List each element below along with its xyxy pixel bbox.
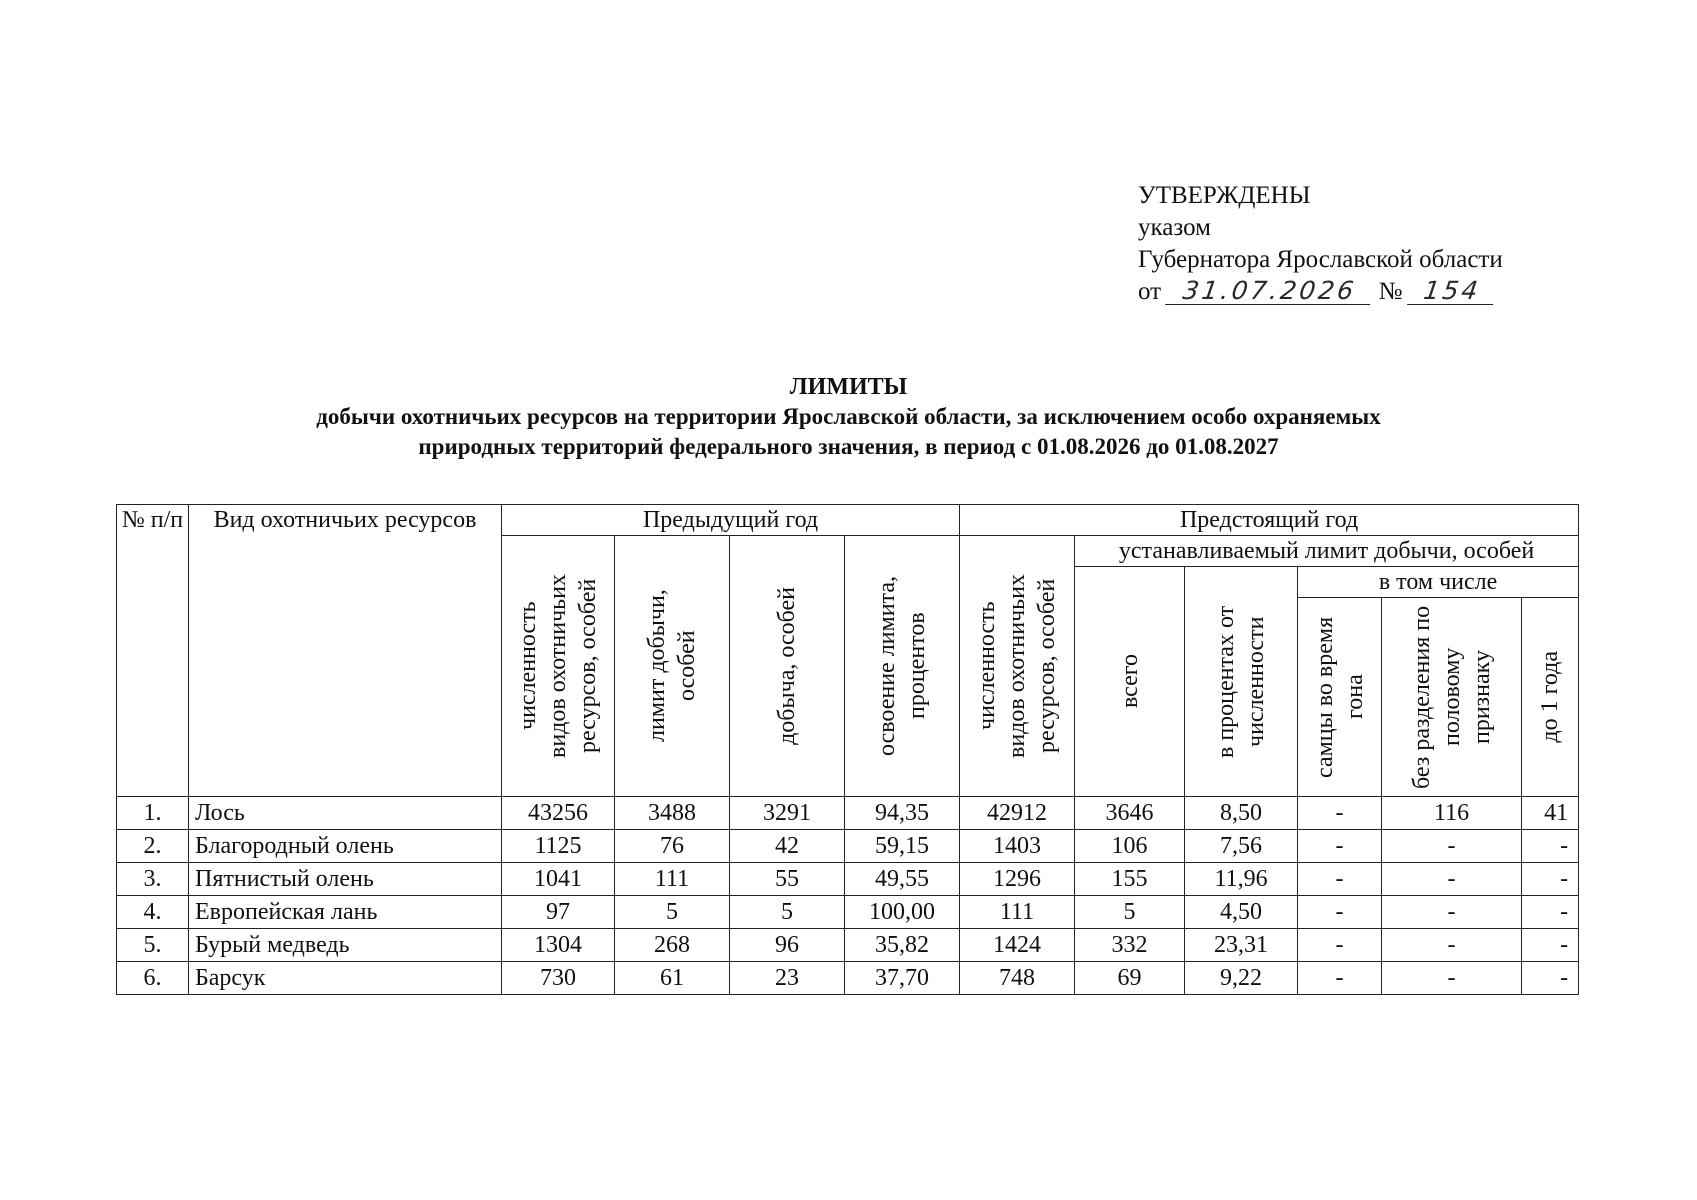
- cell-under-1-year: -: [1522, 962, 1579, 995]
- row-num: 4.: [117, 896, 189, 929]
- cell-next-population: 42912: [960, 797, 1075, 830]
- table-row: [117, 863, 1579, 896]
- header-including: в том числе: [1298, 567, 1579, 598]
- cell-males-rut: -: [1298, 962, 1382, 995]
- cell-prev-limit: 111: [615, 863, 730, 896]
- approval-block: [1138, 180, 1503, 308]
- row-num: 5.: [117, 929, 189, 962]
- cell-no-sex-division: -: [1382, 962, 1522, 995]
- cell-prev-limit: 5: [615, 896, 730, 929]
- cell-percent: 9,22: [1185, 962, 1298, 995]
- approval-decree-label: указом: [1138, 214, 1211, 241]
- cell-prev-population: 1304: [502, 929, 615, 962]
- row-species: Барсук: [189, 962, 502, 995]
- header-set-limit: устанавливаемый лимит добычи, особей: [1075, 536, 1579, 567]
- cell-prev-harvest: 96: [730, 929, 845, 962]
- header-prev-limit: лимит добычи, особей: [615, 536, 730, 797]
- header-prev-year: Предыдущий год: [502, 505, 960, 536]
- cell-males-rut: -: [1298, 929, 1382, 962]
- header-prev-harvest: добыча, особей: [730, 536, 845, 797]
- cell-next-population: 1424: [960, 929, 1075, 962]
- cell-prev-utilization: 37,70: [845, 962, 960, 995]
- table-row: [117, 962, 1579, 995]
- cell-under-1-year: -: [1522, 830, 1579, 863]
- cell-percent: 11,96: [1185, 863, 1298, 896]
- header-next-year: Предстоящий год: [960, 505, 1579, 536]
- cell-prev-limit: 3488: [615, 797, 730, 830]
- cell-males-rut: -: [1298, 896, 1382, 929]
- row-species: Пятнистый олень: [189, 863, 502, 896]
- header-no-sex-division: без разделения по половому признаку: [1382, 598, 1522, 797]
- cell-total: 155: [1075, 863, 1185, 896]
- header-males-rut: самцы во время гона: [1298, 598, 1382, 797]
- cell-prev-population: 43256: [502, 797, 615, 830]
- cell-prev-utilization: 59,15: [845, 830, 960, 863]
- cell-prev-population: 730: [502, 962, 615, 995]
- cell-prev-population: 97: [502, 896, 615, 929]
- cell-prev-harvest: 3291: [730, 797, 845, 830]
- table-body: [117, 797, 1579, 995]
- cell-next-population: 111: [960, 896, 1075, 929]
- document-heading: [0, 372, 1697, 462]
- cell-prev-harvest: 42: [730, 830, 845, 863]
- cell-males-rut: -: [1298, 830, 1382, 863]
- cell-males-rut: -: [1298, 863, 1382, 896]
- cell-percent: 7,56: [1185, 830, 1298, 863]
- row-species: Бурый медведь: [189, 929, 502, 962]
- header-percent: в процентах от численности: [1185, 567, 1298, 797]
- document-title: ЛИМИТЫ: [789, 374, 908, 400]
- header-prev-population: численность видов охотничьих ресурсов, особей: [502, 536, 615, 797]
- cell-prev-population: 1125: [502, 830, 615, 863]
- limits-table: [116, 504, 1579, 995]
- document-subtitle-line2: природных территорий федерального значения, в период с 01.08.2026 до 01.08.2027: [418, 434, 1279, 459]
- cell-prev-population: 1041: [502, 863, 615, 896]
- cell-percent: 4,50: [1185, 896, 1298, 929]
- table-row: [117, 830, 1579, 863]
- cell-next-population: 1403: [960, 830, 1075, 863]
- number-label: №: [1378, 278, 1403, 305]
- cell-percent: 8,50: [1185, 797, 1298, 830]
- header-total: всего: [1075, 567, 1185, 797]
- cell-total: 332: [1075, 929, 1185, 962]
- cell-percent: 23,31: [1185, 929, 1298, 962]
- header-under-1-year: до 1 года: [1522, 598, 1579, 797]
- row-species: Европейская лань: [189, 896, 502, 929]
- cell-prev-utilization: 100,00: [845, 896, 960, 929]
- cell-prev-harvest: 55: [730, 863, 845, 896]
- cell-next-population: 748: [960, 962, 1075, 995]
- cell-under-1-year: 41: [1522, 797, 1579, 830]
- approval-date-line: [1138, 276, 1503, 308]
- header-prev-utilization: освоение лимита, процентов: [845, 536, 960, 797]
- header-num: № п/п: [117, 505, 189, 797]
- cell-next-population: 1296: [960, 863, 1075, 896]
- row-num: 6.: [117, 962, 189, 995]
- cell-prev-utilization: 94,35: [845, 797, 960, 830]
- table-row: [117, 797, 1579, 830]
- document-subtitle-line1: добычи охотничьих ресурсов на территории Ярославской области, за исключением особо охраняемых: [316, 404, 1381, 429]
- handwritten-number: 154: [1407, 278, 1497, 305]
- table-row: [117, 896, 1579, 929]
- cell-no-sex-division: -: [1382, 929, 1522, 962]
- cell-prev-harvest: 23: [730, 962, 845, 995]
- cell-under-1-year: -: [1522, 929, 1579, 962]
- cell-prev-harvest: 5: [730, 896, 845, 929]
- row-species: Лось: [189, 797, 502, 830]
- cell-prev-limit: 61: [615, 962, 730, 995]
- table-row: [117, 929, 1579, 962]
- cell-no-sex-division: -: [1382, 830, 1522, 863]
- row-num: 3.: [117, 863, 189, 896]
- row-num: 1.: [117, 797, 189, 830]
- handwritten-date: 31.07.2026: [1165, 278, 1374, 305]
- cell-prev-limit: 76: [615, 830, 730, 863]
- from-label: от: [1138, 278, 1162, 305]
- row-num: 2.: [117, 830, 189, 863]
- cell-prev-utilization: 35,82: [845, 929, 960, 962]
- cell-under-1-year: -: [1522, 896, 1579, 929]
- cell-prev-utilization: 49,55: [845, 863, 960, 896]
- cell-no-sex-division: 116: [1382, 797, 1522, 830]
- cell-total: 3646: [1075, 797, 1185, 830]
- approval-governor: Губернатора Ярославской области: [1138, 246, 1503, 273]
- header-next-population: численность видов охотничьих ресурсов, особей: [960, 536, 1075, 797]
- approval-title: УТВЕРЖДЕНЫ: [1138, 182, 1311, 209]
- cell-under-1-year: -: [1522, 863, 1579, 896]
- header-species: Вид охотничьих ресурсов: [189, 505, 502, 797]
- cell-total: 106: [1075, 830, 1185, 863]
- cell-total: 69: [1075, 962, 1185, 995]
- cell-males-rut: -: [1298, 797, 1382, 830]
- cell-no-sex-division: -: [1382, 896, 1522, 929]
- row-species: Благородный олень: [189, 830, 502, 863]
- cell-prev-limit: 268: [615, 929, 730, 962]
- cell-total: 5: [1075, 896, 1185, 929]
- cell-no-sex-division: -: [1382, 863, 1522, 896]
